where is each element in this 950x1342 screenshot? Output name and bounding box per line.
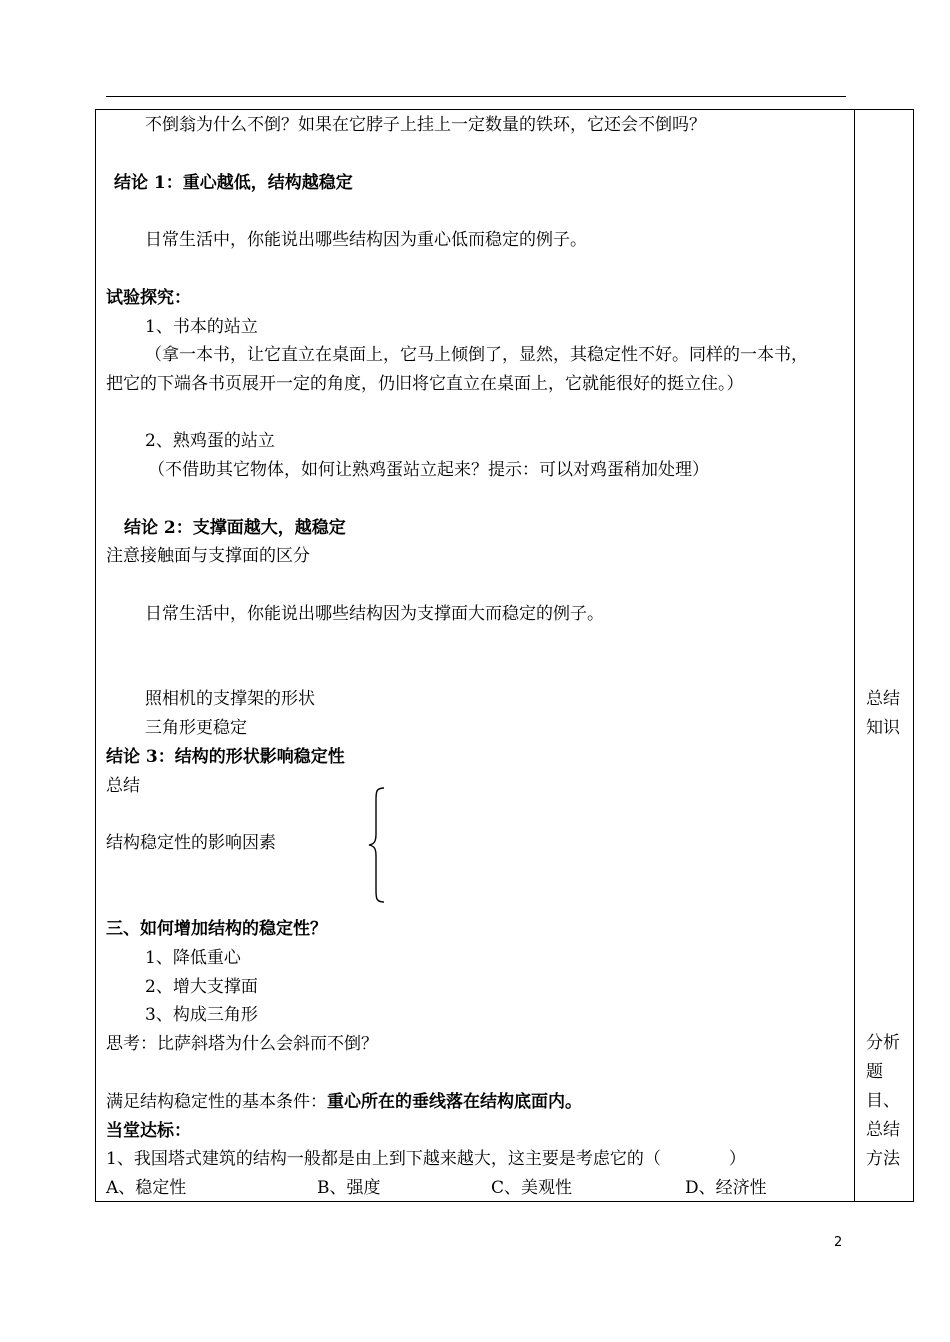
option-b: B、强度 (317, 1178, 381, 1198)
note-contact-support: 注意接触面与支撑面的区分 (106, 546, 310, 566)
side-note-line: 总结 (866, 689, 900, 709)
experiment-2-desc: （不借助其它物体，如何让熟鸡蛋站立起来？提示：可以对鸡蛋稍加处理） (148, 460, 709, 480)
factors-label: 结构稳定性的影响因素 (106, 833, 276, 853)
experiment-1-desc-a: （拿一本书，让它直立在桌面上，它马上倾倒了，显然，其稳定性不好。同样的一本书， (145, 345, 808, 365)
basic-condition-bold: 重心所在的垂线落在结构底面内。 (327, 1092, 582, 1112)
triangle-stable: 三角形更稳定 (145, 718, 247, 738)
side-note-line: 题 (866, 1062, 883, 1082)
method-3: 3、构成三角形 (145, 1005, 258, 1025)
header-rule (106, 96, 846, 97)
option-d: D、经济性 (685, 1178, 767, 1198)
option-c: C、美观性 (491, 1178, 573, 1198)
camera-stand: 照相机的支撑架的形状 (145, 689, 315, 709)
curly-brace-icon (366, 786, 388, 904)
option-a: A、稳定性 (106, 1178, 187, 1198)
experiment-1-title: 1、书本的站立 (145, 317, 258, 337)
basic-condition-prefix: 满足结构稳定性的基本条件： (106, 1092, 327, 1112)
practice-heading: 当堂达标： (106, 1121, 191, 1141)
conclusion-3: 结论 3：结构的形状影响稳定性 (106, 747, 345, 767)
method-2: 2、增大支撑面 (145, 977, 258, 997)
experiment-2-title: 2、熟鸡蛋的站立 (145, 431, 275, 451)
side-note-line: 总结 (866, 1120, 900, 1140)
method-1: 1、降低重心 (145, 948, 241, 968)
question-1: 1、我国塔式建筑的结构一般都是由上到下越来越大，这主要是考虑它的（ ） (106, 1149, 746, 1169)
daily-example-1: 日常生活中，你能说出哪些结构因为重心低而稳定的例子。 (145, 230, 587, 250)
column-divider (854, 109, 855, 1202)
summary-label: 总结 (106, 776, 140, 796)
basic-condition (106, 1091, 582, 1113)
side-note-line: 方法 (866, 1149, 900, 1169)
question-tumbler: 不倒翁为什么不倒？如果在它脖子上挂上一定数量的铁环，它还会不倒吗？ (145, 115, 706, 135)
think-question: 思考：比萨斜塔为什么会斜而不倒？ (106, 1034, 378, 1054)
experiment-1-desc-b: 把它的下端各书页展开一定的角度，仍旧将它直立在桌面上，它就能很好的挺立住。） (106, 374, 744, 394)
side-note-line: 知识 (866, 718, 900, 738)
conclusion-2: 结论 2：支撑面越大，越稳定 (124, 518, 346, 538)
page-number: 2 (834, 1235, 843, 1250)
conclusion-1: 结论 1：重心越低，结构越稳定 (114, 173, 353, 193)
side-note-summary (866, 685, 906, 743)
experiment-heading: 试验探究： (106, 288, 191, 308)
side-note-line: 分析 (866, 1033, 900, 1053)
side-note-analysis (866, 1029, 906, 1174)
section-3-heading: 三、如何增加结构的稳定性？ (106, 919, 327, 939)
side-note-line: 目、 (866, 1091, 900, 1111)
daily-example-2: 日常生活中，你能说出哪些结构因为支撑面大而稳定的例子。 (145, 604, 604, 624)
